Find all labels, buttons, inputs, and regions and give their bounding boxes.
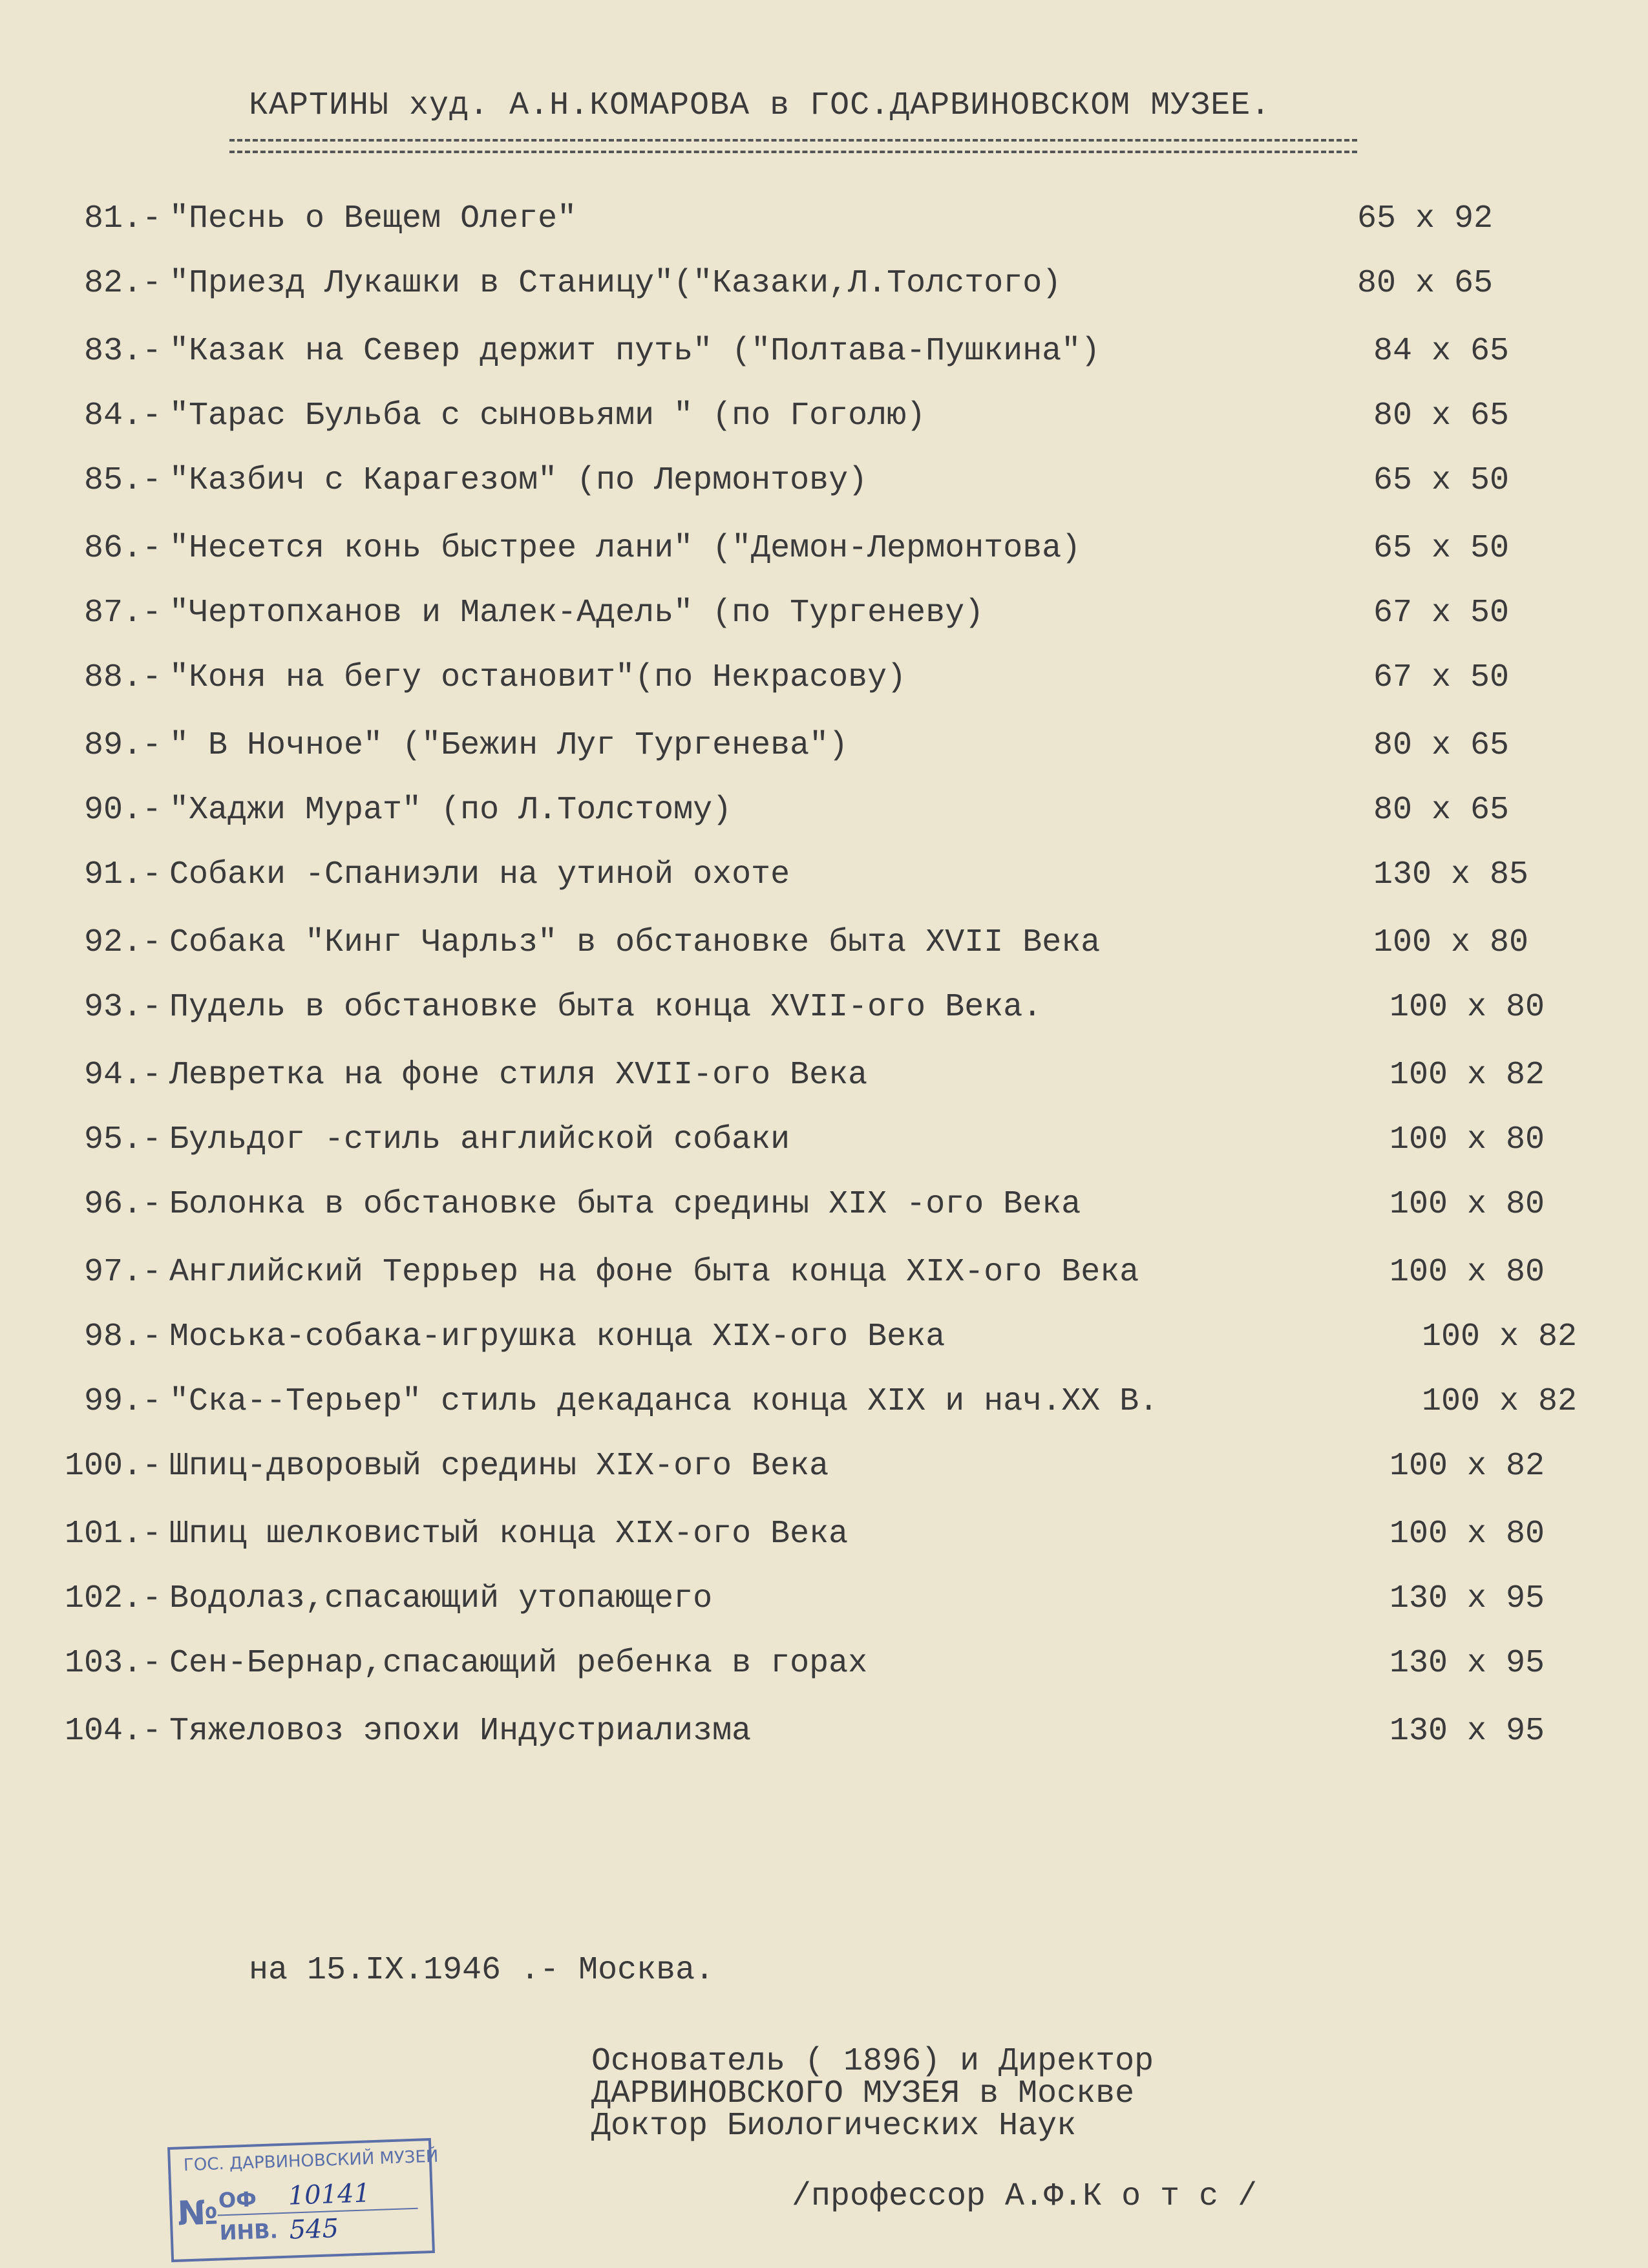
- list-item: [0, 924, 1648, 970]
- stamp-inv-label: ИНВ.: [219, 2218, 279, 2245]
- entry-size: 65 x 50: [1373, 462, 1510, 499]
- entry-title: "Приезд Лукашки в Станицу"("Казаки,Л.Толстого): [169, 265, 1062, 302]
- entry-number: 95.-: [83, 1121, 162, 1158]
- entry-size: 100 x 82: [1389, 1057, 1545, 1094]
- list-item: [0, 530, 1648, 575]
- entry-title: Водолаз,спасающий утопающего: [169, 1580, 713, 1617]
- entry-title: "Несется конь быстрее лани" ("Демон-Лермонтова): [169, 530, 1081, 567]
- entry-title: Моська-собака-игрушка конца XIX-ого Века: [169, 1319, 945, 1355]
- entry-number: 84.-: [83, 397, 162, 434]
- entry-title: Бульдог -стиль английской собаки: [169, 1121, 790, 1158]
- date-line: на 15.IX.1946 .- Москва.: [249, 1952, 715, 1989]
- entry-title: "Чертопханов и Малек-Адель" (по Тургеневу): [169, 595, 984, 631]
- entry-title: Английский Террьер на фоне быта конца XIX-ого Века: [169, 1254, 1139, 1291]
- stamp-inv-value: 545: [288, 2214, 339, 2245]
- list-item: [0, 1254, 1648, 1299]
- entry-size: 65 x 92: [1357, 200, 1494, 237]
- entry-number: 98.-: [83, 1319, 162, 1355]
- list-item: [0, 1383, 1648, 1428]
- entry-title: Левретка на фоне стиля XVII-ого Века: [169, 1057, 868, 1094]
- entry-size: 80 x 65: [1373, 727, 1510, 764]
- list-item: [0, 1319, 1648, 1364]
- list-item: [0, 1186, 1648, 1231]
- entry-size: 84 x 65: [1373, 333, 1510, 370]
- entry-number: 92.-: [83, 924, 162, 961]
- entry-number: 89.-: [83, 727, 162, 764]
- entry-number: 94.-: [83, 1057, 162, 1094]
- entry-size: 100 x 80: [1389, 1254, 1545, 1291]
- entry-size: 130 x 95: [1389, 1580, 1545, 1617]
- entry-size: 80 x 65: [1357, 265, 1494, 302]
- list-item: [0, 727, 1648, 772]
- list-item: [0, 659, 1648, 705]
- list-item: [0, 333, 1648, 378]
- stamp-number-mark: №: [176, 2193, 219, 2234]
- professor-signature: /профессор А.Ф.К о т с /: [792, 2178, 1258, 2215]
- stamp-of-value: 10141: [287, 2178, 371, 2211]
- entry-number: 99.-: [83, 1383, 162, 1420]
- title-underline: [229, 139, 1357, 153]
- list-item: [0, 265, 1648, 310]
- entry-number: 100.-: [64, 1448, 162, 1485]
- entry-size: 67 x 50: [1373, 659, 1510, 696]
- stamp-header: ГОС. ДАРВИНОВСКИЙ МУЗЕЙ: [183, 2146, 439, 2176]
- signature-line: ДАРВИНОВСКОГО МУЗЕЯ в Москве: [591, 2075, 1135, 2112]
- entry-title: Собаки -Спаниэли на утиной охоте: [169, 856, 790, 893]
- list-item: [0, 200, 1648, 246]
- entry-title: Сен-Бернар,спасающий ребенка в горах: [169, 1645, 868, 1682]
- entry-number: 102.-: [64, 1580, 162, 1617]
- museum-stamp: [167, 2138, 439, 2262]
- entry-number: 103.-: [64, 1645, 162, 1682]
- list-item: [0, 1516, 1648, 1561]
- entry-size: 100 x 80: [1389, 1121, 1545, 1158]
- entry-number: 104.-: [64, 1713, 162, 1750]
- entry-size: 130 x 85: [1373, 856, 1529, 893]
- stamp-of-label: ОФ: [218, 2187, 257, 2213]
- list-item: [0, 397, 1648, 443]
- entry-title: "Коня на бегу остановит"(по Некрасову): [169, 659, 907, 696]
- entry-title: "Песнь о Вещем Олеге": [169, 200, 577, 237]
- entry-number: 97.-: [83, 1254, 162, 1291]
- entry-number: 93.-: [83, 989, 162, 1026]
- entry-number: 87.-: [83, 595, 162, 631]
- entry-title: "Ска--Терьер" стиль декаданса конца XIX и нач.XX В.: [169, 1383, 1159, 1420]
- entry-number: 91.-: [83, 856, 162, 893]
- entry-number: 83.-: [83, 333, 162, 370]
- list-item: [0, 595, 1648, 640]
- list-item: [0, 1580, 1648, 1626]
- entry-size: 130 x 95: [1389, 1645, 1545, 1682]
- entry-number: 96.-: [83, 1186, 162, 1223]
- entry-size: 100 x 82: [1422, 1383, 1578, 1420]
- entry-title: Пудель в обстановке быта конца XVII-ого Века.: [169, 989, 1042, 1026]
- entry-title: "Тарас Бульба с сыновьями " (по Гоголю): [169, 397, 926, 434]
- entry-number: 86.-: [83, 530, 162, 567]
- entry-size: 67 x 50: [1373, 595, 1510, 631]
- entry-size: 130 x 95: [1389, 1713, 1545, 1750]
- list-item: [0, 792, 1648, 837]
- entry-number: 85.-: [83, 462, 162, 499]
- entry-title: "Казбич с Карагезом" (по Лермонтову): [169, 462, 868, 499]
- entry-title: "Казак на Север держит путь" ("Полтава-Пушкина"): [169, 333, 1101, 370]
- list-item: [0, 1121, 1648, 1167]
- entry-title: Болонка в обстановке быта средины XIX -ого Века: [169, 1186, 1081, 1223]
- signature-line: Основатель ( 1896) и Директор: [591, 2043, 1154, 2080]
- list-item: [0, 1645, 1648, 1690]
- entry-number: 82.-: [83, 265, 162, 302]
- entry-size: 100 x 80: [1389, 1186, 1545, 1223]
- list-item: [0, 1448, 1648, 1493]
- entry-number: 88.-: [83, 659, 162, 696]
- list-item: [0, 462, 1648, 507]
- entry-size: 100 x 80: [1373, 924, 1529, 961]
- document-title: КАРТИНЫ худ. А.Н.КОМАРОВА в ГОС.ДАРВИНОВСКОМ МУЗЕЕ.: [249, 87, 1271, 124]
- list-item: [0, 856, 1648, 902]
- entry-size: 65 x 50: [1373, 530, 1510, 567]
- entry-size: 100 x 80: [1389, 1516, 1545, 1553]
- entry-title: Шпиц шелковистый конца XIX-ого Века: [169, 1516, 849, 1553]
- entry-title: " В Ночное" ("Бежин Луг Тургенева"): [169, 727, 849, 764]
- entry-size: 100 x 82: [1389, 1448, 1545, 1485]
- entry-size: 80 x 65: [1373, 397, 1510, 434]
- entry-size: 100 x 80: [1389, 989, 1545, 1026]
- list-item: [0, 1057, 1648, 1102]
- entry-size: 100 x 82: [1422, 1319, 1578, 1355]
- entry-title: Тяжеловоз эпохи Индустриализма: [169, 1713, 752, 1750]
- list-item: [0, 1713, 1648, 1758]
- entry-title: "Хаджи Мурат" (по Л.Толстому): [169, 792, 732, 829]
- entry-number: 81.-: [83, 200, 162, 237]
- entry-title: Шпиц-дворовый средины XIX-ого Века: [169, 1448, 829, 1485]
- entry-number: 101.-: [64, 1516, 162, 1553]
- list-item: [0, 989, 1648, 1034]
- entry-number: 90.-: [83, 792, 162, 829]
- entry-size: 80 x 65: [1373, 792, 1510, 829]
- entry-title: Собака "Кинг Чарльз" в обстановке быта XVII Века: [169, 924, 1101, 961]
- signature-line: Доктор Биологических Наук: [591, 2108, 1077, 2145]
